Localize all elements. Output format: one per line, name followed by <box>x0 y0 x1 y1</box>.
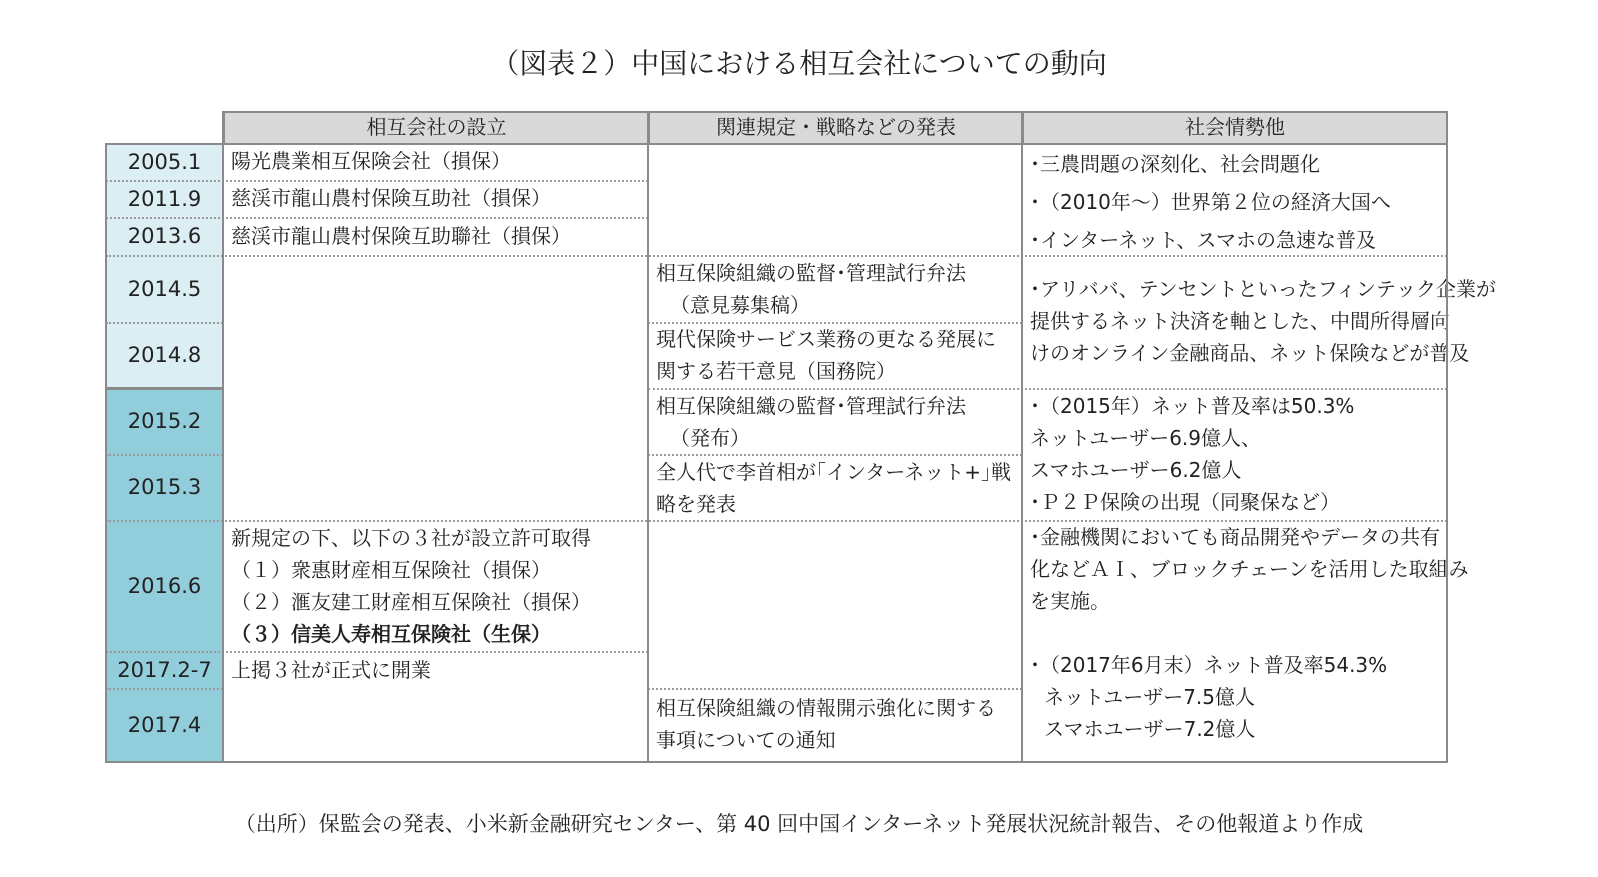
regulation-cell <box>650 323 1022 387</box>
row-divider <box>106 520 1447 522</box>
text-line: 略を発表 <box>656 492 736 516</box>
row-divider <box>106 255 1447 257</box>
text-line: ･インターネット、スマホの急速な普及 <box>1030 228 1376 252</box>
row-divider <box>648 454 1022 456</box>
establishment-cell-2016 <box>225 522 645 650</box>
text-line: ･（2015年）ネット普及率は50.3% <box>1030 394 1355 418</box>
establishment-cell: 慈渓市龍山農村保険互助聯社（損保） <box>231 224 571 248</box>
row-divider <box>648 322 1022 324</box>
date-cell: 2016.6 <box>106 520 223 651</box>
text-line: ･アリババ、テンセントといったフィンテック企業が <box>1030 277 1496 301</box>
column-divider <box>222 111 224 763</box>
row-divider <box>106 180 648 182</box>
text-line: けのオンライン金融商品、ネット保険などが普及 <box>1030 341 1470 365</box>
text-line: 相互保険組織の監督･管理試行弁法 <box>656 261 966 285</box>
text-line: （３）信美人寿相互保険社（生保） <box>231 622 551 646</box>
establishment-cell: 陽光農業相互保険会社（損保） <box>231 149 511 173</box>
regulation-cell <box>650 456 1022 520</box>
header-establishment: 相互会社の設立 <box>223 111 650 145</box>
text-line: 関する若干意見（国務院） <box>656 359 896 383</box>
table-border <box>106 761 1448 763</box>
table-border <box>105 143 107 763</box>
regulation-cell <box>650 692 1022 756</box>
row-divider <box>106 651 648 653</box>
society-cell <box>1024 390 1446 518</box>
society-cell <box>1024 521 1469 745</box>
date-cell: 2005.1 <box>106 143 223 180</box>
table-border <box>1446 111 1448 763</box>
text-line: （２）滙友建工財産相互保険社（損保） <box>231 590 591 614</box>
row-divider <box>648 688 1022 690</box>
text-line: （意見募集稿） <box>670 293 810 317</box>
date-cell: 2014.8 <box>106 322 223 388</box>
text-line: ･（2017年6月末）ネット普及率54.3% <box>1030 653 1388 677</box>
regulation-cell <box>650 257 1022 321</box>
text-line: 現代保険サービス業務の更なる発展に <box>656 327 996 351</box>
text-line: を実施。 <box>1030 589 1110 613</box>
row-divider <box>106 688 223 690</box>
text-line: 事項についての通知 <box>656 728 836 752</box>
date-cell: 2013.6 <box>106 217 223 255</box>
text-line: ･金融機関においても商品開発やデータの共有 <box>1030 525 1440 549</box>
text-line: 相互保険組織の情報開示強化に関する <box>656 696 996 720</box>
text-line: （発布） <box>670 426 750 450</box>
regulation-cell <box>650 390 1022 454</box>
date-cell: 2017.4 <box>106 688 223 762</box>
text-line: スマホユーザー6.2億人 <box>1030 458 1242 482</box>
text-line: 全人代で李首相が｢インターネット+｣戦 <box>656 460 1011 484</box>
figure-title: （図表２）中国における相互会社についての動向 <box>491 47 1107 80</box>
text-line: ･三農問題の深刻化、社会問題化 <box>1030 152 1320 176</box>
table-border <box>106 143 223 145</box>
text-line: （１）衆惠財産相互保険社（損保） <box>231 558 551 582</box>
text-line: スマホユーザー7.2億人 <box>1044 717 1256 741</box>
date-cell: 2014.5 <box>106 255 223 322</box>
text-line <box>1030 617 1440 649</box>
row-divider <box>648 388 1447 390</box>
header-regulations: 関連規定・戦略などの発表 <box>648 111 1024 145</box>
row-divider <box>106 217 648 219</box>
text-line: ･（2010年～）世界第２位の経済大国へ <box>1030 190 1391 214</box>
date-cell: 2015.3 <box>106 454 223 520</box>
text-line: 提供するネット決済を軸とした、中間所得層向 <box>1030 309 1450 333</box>
column-divider <box>647 111 649 763</box>
table-border <box>106 387 223 390</box>
text-line: ネットユーザー7.5億人 <box>1044 685 1256 709</box>
header-society: 社会情勢他 <box>1022 111 1448 145</box>
text-line: 化などＡＩ、ブロックチェーンを活用した取組み <box>1030 557 1469 581</box>
row-divider <box>106 454 223 456</box>
text-line: 相互保険組織の監督･管理試行弁法 <box>656 394 966 418</box>
source-note: （出所）保監会の発表、小米新金融研究センター、第 40 回中国インターネット発展状況統計報告、その他報道より作成 <box>234 812 1364 836</box>
text-line: ネットユーザー6.9億人、 <box>1030 426 1262 450</box>
society-cell <box>1024 273 1496 369</box>
row-divider <box>106 322 223 324</box>
establishment-cell: 上掲３社が正式に開業 <box>231 658 431 682</box>
society-cell <box>1024 145 1446 259</box>
date-cell: 2017.2-7 <box>106 651 223 688</box>
column-divider <box>1021 111 1023 763</box>
text-line: ･Ｐ２Ｐ保険の出現（同聚保など） <box>1030 490 1340 514</box>
establishment-cell: 慈渓市龍山農村保険互助社（損保） <box>231 186 551 210</box>
date-cell: 2011.9 <box>106 180 223 217</box>
text-line: 新規定の下、以下の３社が設立許可取得 <box>231 526 591 550</box>
date-cell: 2015.2 <box>106 388 223 454</box>
